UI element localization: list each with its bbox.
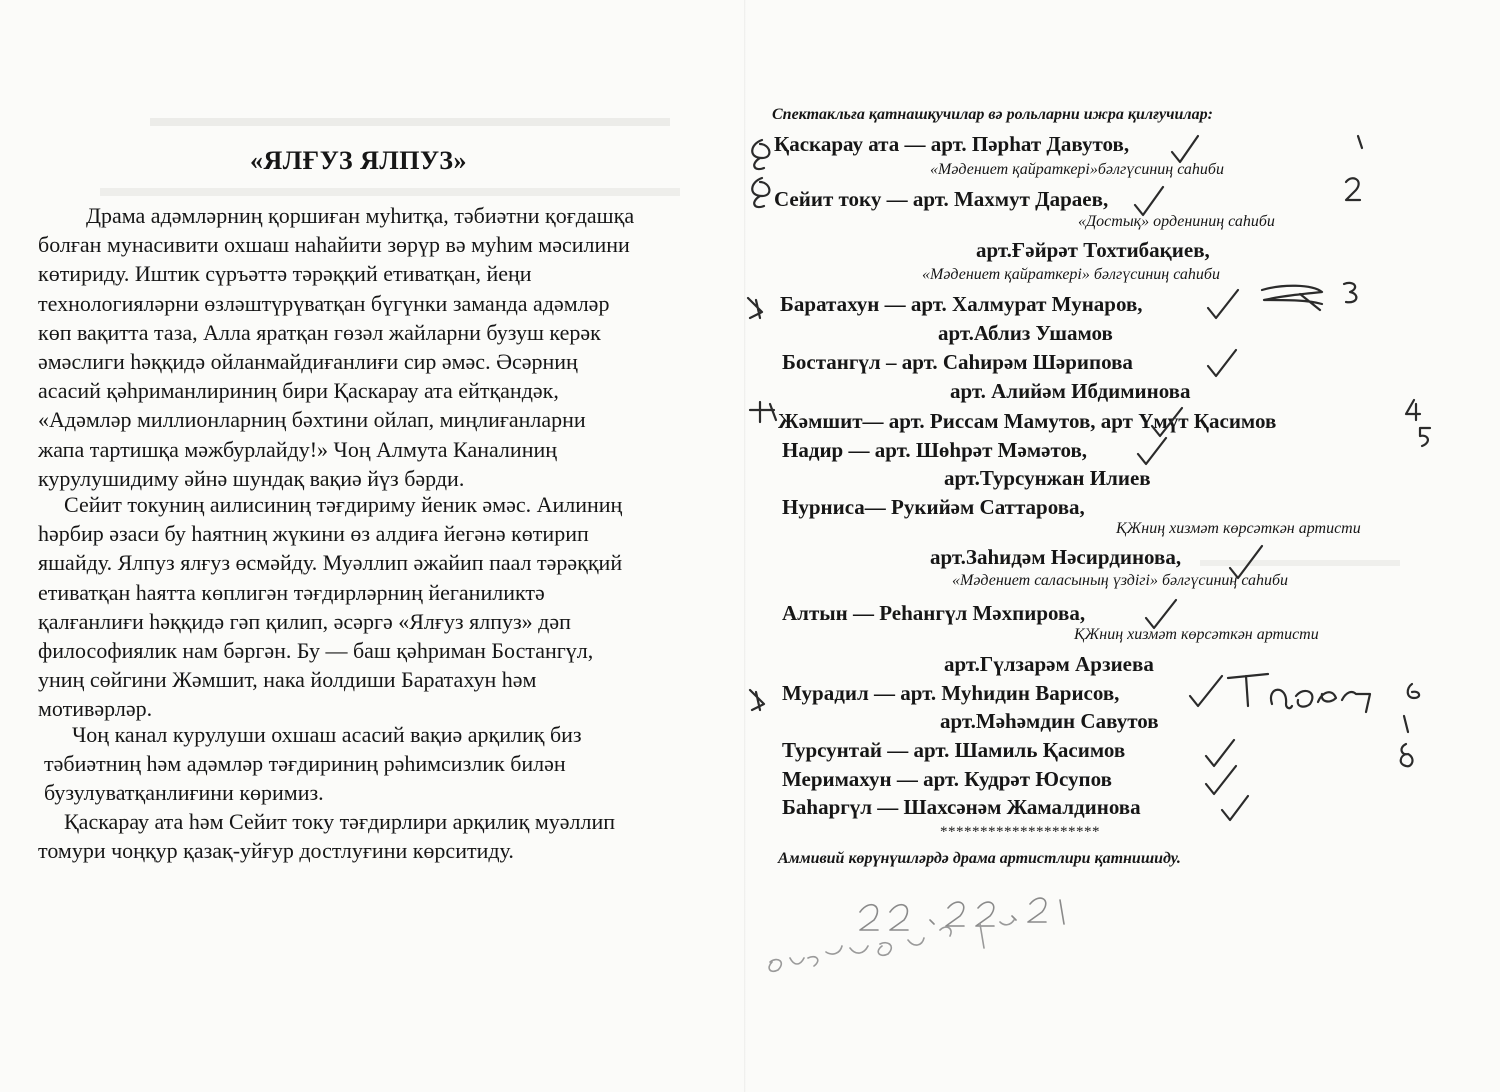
cast-line: Меримахун — арт. Кудрәт Юсупов <box>782 767 1112 791</box>
cast-line: Надир — арт. Шөһрәт Мәмәтов, <box>782 438 1088 462</box>
margin-number-icon <box>1344 283 1356 302</box>
cast-line: Алтын — Реһангүл Мәхпирова, <box>782 601 1086 625</box>
margin-mark-icon <box>752 178 769 207</box>
cast-line: Баратахун — арт. Халмурат Мунаров, <box>780 292 1143 316</box>
cast-line: арт.Ғәйрәт Тохтибақиев, <box>976 238 1210 262</box>
checkmark-icon <box>1135 187 1163 215</box>
text-line: һәрбир әзаси бу һаятниң жүкини өз алдиға йегәнә көтирип <box>38 521 589 547</box>
margin-number-icon <box>1401 744 1413 766</box>
margin-mark-icon <box>748 298 762 318</box>
cast-line: Турсунтай — арт. Шамиль Қасимов <box>782 738 1126 762</box>
text-line: Сейит токуниң аилисиниң тәғдириму йеник әмәс. Аилиниң <box>64 492 623 517</box>
cast-line: арт.Аблиз Ушамов <box>938 321 1113 345</box>
margin-mark-icon <box>750 402 776 422</box>
cast-line: Қаскарау ата — арт. Пәрһат Давутов, <box>774 132 1130 156</box>
separator-stars: ******************** <box>940 824 1100 840</box>
cast-line: Мурадил — арт. Муһидин Варисов, <box>782 681 1120 705</box>
cast-line: арт.Заһидәм Нәсирдинова, <box>930 545 1182 569</box>
margin-number-icon <box>1420 428 1430 446</box>
text-line: болған мунасивити охшаш наһайити зөрүр вә муһим мәсилини <box>38 232 630 258</box>
text-line: униң сөйгини Жәмшит, нака йолдиши Баратахун һәм <box>38 667 537 693</box>
text-line: Қаскарау ата һәм Сейит току тәғдирлири арқилиқ муәллип <box>64 809 616 834</box>
margin-mark-icon <box>752 140 769 169</box>
text-line: мотивәрләр. <box>38 696 153 722</box>
scribble-icon <box>1262 286 1322 310</box>
honor-line: ҚЖниң хизмәт көрсәткән артисти <box>1074 626 1319 643</box>
text-line: курулушидиму әйнә шундақ вақиә йүз бәрди. <box>38 465 465 491</box>
text-line: көп вақитта таза, Алла яратқан гөзәл жайларни бузуш керәк <box>38 319 601 345</box>
margin-number-icon <box>1408 684 1419 698</box>
honor-line: «Мәдениет саласының үздігі» бәлгүсиниң саһиби <box>952 572 1289 589</box>
checkmark-icon <box>1138 438 1166 464</box>
honor-line: ҚЖниң хизмәт көрсәткән артисти <box>1116 520 1361 537</box>
text-line: технологияләрни өзләштүрүватқан бүгүнки заманда адәмләр <box>38 290 610 316</box>
text-line: яшайду. Ялпуз ялғуз өсмәйду. Муәллип әжайип паал тәрәққий <box>38 550 623 576</box>
checkmark-icon <box>1208 350 1236 376</box>
honor-line: «Мәдениет қайраткері» бәлгүсиниң саһиби <box>922 266 1220 283</box>
checkmark-icon <box>1152 408 1182 436</box>
play-title: «ЯЛҒУЗ ЯЛПУЗ» <box>250 146 467 175</box>
cast-line: Нурниса— Рукийәм Саттарова, <box>782 495 1085 519</box>
margin-number-icon <box>1404 716 1408 732</box>
checkmark-icon <box>1206 766 1236 794</box>
checkmark-icon <box>1222 796 1248 820</box>
cast-line: Сейит току — арт. Махмут Дараев, <box>774 187 1109 211</box>
margin-mark-icon <box>750 690 764 710</box>
handwritten-word-icon <box>1228 674 1370 712</box>
checkmark-icon <box>1190 676 1222 706</box>
margin-number-icon <box>1406 400 1420 420</box>
text-line: бузулуватқанлиғини көримиз. <box>44 780 324 806</box>
text-line: қалғанлиғи һәққидә гәп қилип, әсәргә «Ялғуз ялпуз» дәп <box>38 608 571 634</box>
text-line: тәбиәтниң һәм адәмләр тәғдириниң рәһимсизлик билән <box>44 751 566 777</box>
honor-line: «Достық» ордениниң саһиби <box>1078 213 1275 230</box>
text-line: Драма адәмләрниң қоршиған муһитқа, тәбиәтни қоғдашқа <box>86 203 635 228</box>
cast-line: Баһаргүл — Шахсәнәм Жамалдинова <box>782 795 1141 819</box>
checkmark-icon <box>1146 600 1176 628</box>
text-line: асасий қәһриманлириниң бири Қаскарау ата ейтқандәк, <box>38 378 559 404</box>
date-scribble-icon <box>860 898 1064 930</box>
text-line: философиялик нам бәргән. Бу — баш қәһриман Бостангүл, <box>38 638 594 664</box>
checkmark-icon <box>1206 740 1234 766</box>
cast-heading: Спектакльға қатнашқучилар вә рольларни ижра қилғучилар: <box>772 106 1213 123</box>
margin-number-icon <box>1346 178 1360 200</box>
cast-line: Бостангүл – арт. Саһирәм Шәрипова <box>782 350 1133 374</box>
checkmark-icon <box>1172 136 1198 162</box>
text-line: әмәслиги һәққидә ойланмайдиғанлиғи сир әмәс. Әсәрниң <box>38 349 578 375</box>
text-line: етиватқан һаятта көплигән тәғдирләрниң йеганиликтә <box>38 579 545 605</box>
cast-line: арт.Мәһәмдин Савутов <box>940 709 1159 733</box>
checkmark-icon <box>1230 546 1262 578</box>
text-line: жапа тартишқа мәжбурлайду!» Чоң Алмута Каналиниң <box>38 436 558 462</box>
cast-line: арт. Алийәм Ибдиминова <box>950 379 1191 403</box>
text-line: Чоң канал курулуши охшаш асасий вақиә арқилиқ биз <box>72 722 582 747</box>
honor-line: «Мәдениет қайраткері»бәлгүсиниң саһиби <box>930 161 1224 178</box>
checkmark-icon <box>1208 290 1238 318</box>
text-line: томури чоңқур қазақ-уйғур достлуғини көрситиду. <box>38 838 514 864</box>
cast-line: арт.Гүлзарәм Арзиева <box>944 652 1154 676</box>
text-line: «Адәмләр миллионларниң бәхтини ойлап, миңлиғанларни <box>38 407 586 433</box>
date-scribble-icon <box>769 920 1014 971</box>
margin-number-icon <box>1358 136 1362 148</box>
cast-line: Жәмшит— арт. Риссам Мамутов, арт Үмүт Қасимов <box>778 409 1277 433</box>
cast-line: арт.Турсунжан Илиев <box>944 466 1151 490</box>
text-line: көтириду. Иштик сүръәттә тәрәққий етиватқан, йеңи <box>38 261 532 287</box>
crowd-note: Аммивий көрүнүшләрдә драма артистлири қатнишиду. <box>778 850 1181 867</box>
